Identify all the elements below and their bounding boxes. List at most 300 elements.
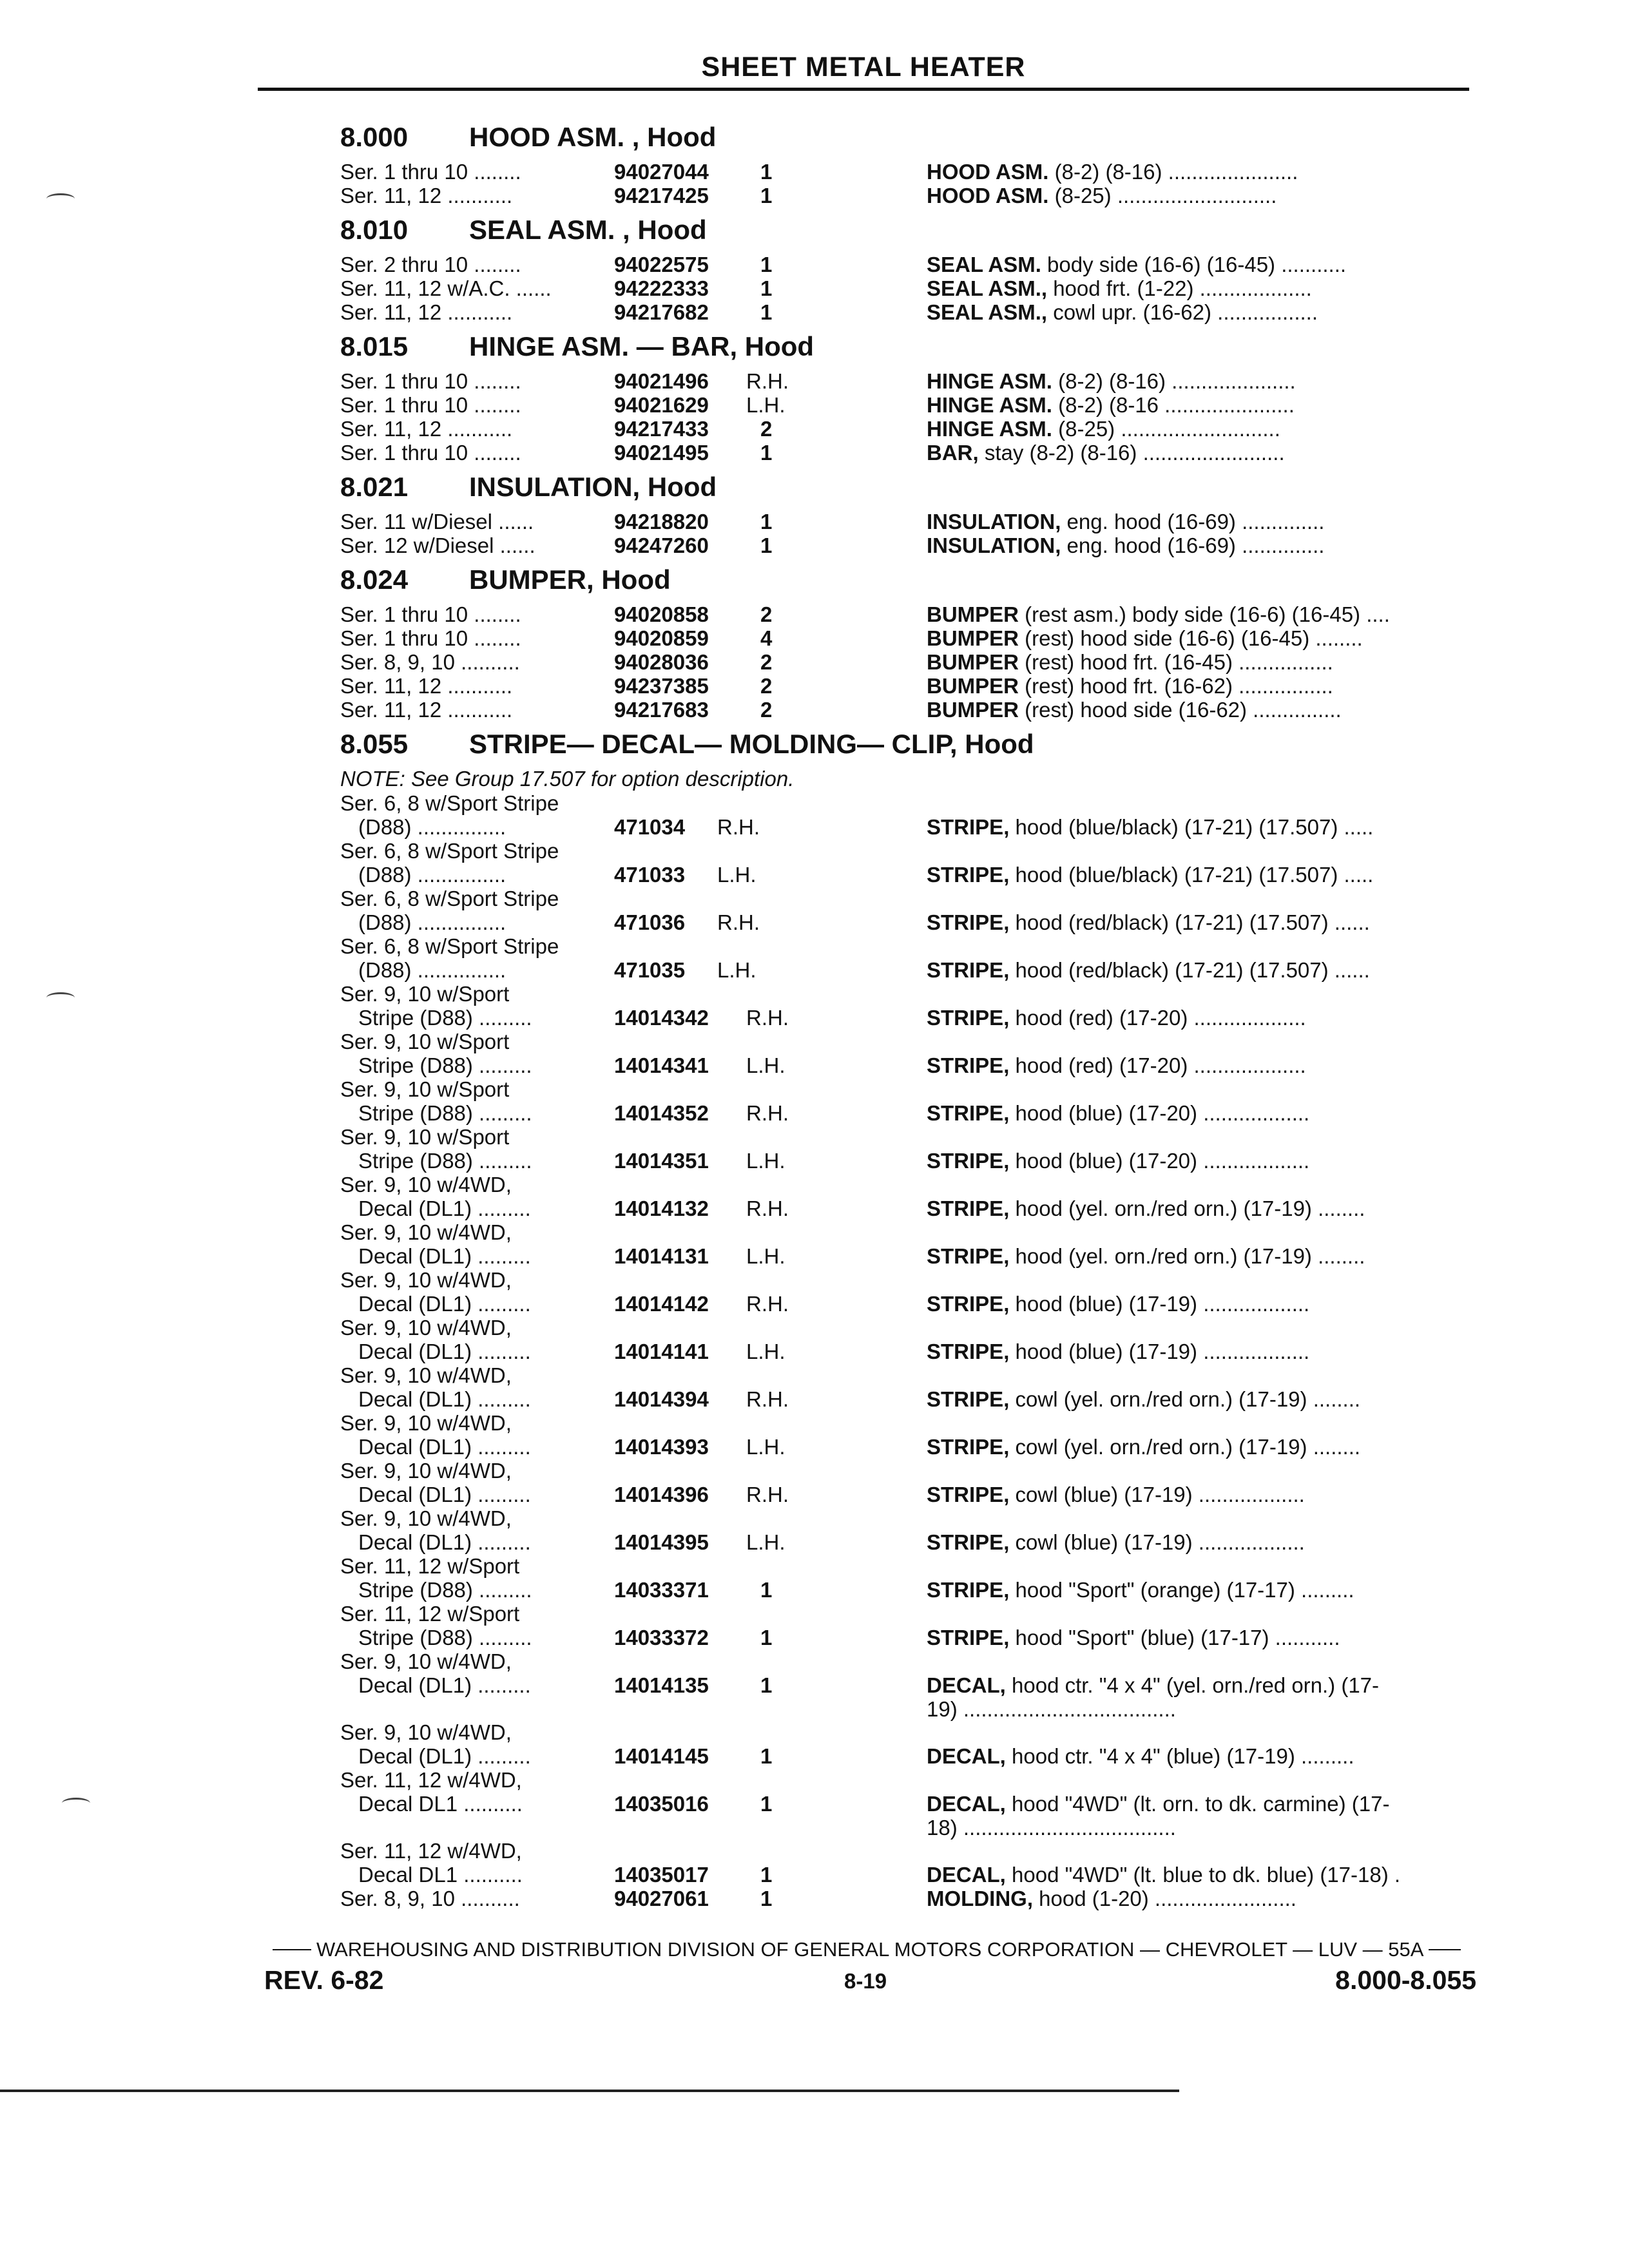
application-text: Ser. 11 w/Diesel ...... [340,510,534,533]
part-row [340,982,1468,1030]
description-line [927,393,1468,417]
application-text: Ser. 9, 10 w/Sport [340,1030,510,1053]
description-line [927,1578,1468,1602]
description-line [927,910,1468,934]
quantity: 1 [760,1626,773,1649]
parts-listing [340,115,1468,1910]
description-detail: (8-2) (8-16) ..................... [1052,369,1296,393]
application-cell [340,510,791,533]
application-text: Ser. 1 thru 10 ........ [340,393,521,417]
description-name: STRIPE, [927,958,1010,982]
section-heading [340,115,1468,160]
description-detail: hood "4WD" (lt. blue to dk. blue) (17-18) . [1005,1863,1401,1887]
part-number: 94020858 [614,602,709,626]
application-continuation: Decal (DL1) ......... [358,1483,531,1506]
application-cell [340,698,791,722]
part-number: 14014393 [614,1435,709,1459]
description-name: STRIPE, [927,1006,1010,1030]
application-cell [340,1887,791,1910]
application-cell [340,533,791,557]
application-cell [340,602,791,626]
description-line [927,815,1468,839]
quantity: 1 [760,160,773,184]
description-detail: cowl upr. (16-62) ................. [1047,300,1318,324]
quantity: R.H. [746,1292,789,1316]
application-continuation: Decal (DL1) ......... [358,1435,531,1459]
description-detail: hood (yel. orn./red orn.) (17-19) ........ [1009,1244,1365,1268]
section-number: 8.010 [340,215,409,245]
part-number: 14014142 [614,1292,709,1316]
quantity: 1 [760,1744,773,1768]
description-name: STRIPE, [927,863,1010,887]
part-number: 14014394 [614,1387,709,1411]
description-line [927,1744,1468,1768]
section-title: SEAL ASM. , Hood [469,215,707,245]
application-text: Ser. 9, 10 w/4WD, [340,1720,512,1744]
description-detail: eng. hood (16-69) .............. [1061,533,1325,557]
description-detail: hood (red) (17-20) ................... [1009,1053,1306,1077]
part-number: 94027061 [614,1887,709,1910]
part-row [340,626,1468,650]
description-cell [927,184,1468,207]
application-continuation: Decal DL1 .......... [358,1863,523,1887]
part-number: 14033371 [614,1578,709,1602]
description-line [927,958,1468,982]
application-cell [340,1649,791,1697]
part-number: 471034 [614,815,686,839]
description-cell [927,417,1468,441]
part-number: 14033372 [614,1626,709,1649]
application-text: Ser. 11, 12 ........... [340,417,513,441]
part-row [340,1768,1468,1839]
application-cell [340,1411,791,1459]
description-name: SEAL ASM., [927,276,1048,300]
part-number: 94020859 [614,626,709,650]
application-cell [340,393,791,417]
description-line [927,1887,1468,1910]
part-row [340,160,1468,184]
part-row [340,1411,1468,1459]
part-number: 14014131 [614,1244,709,1268]
application-continuation: Decal (DL1) ......... [358,1340,531,1363]
description-detail: cowl (yel. orn./red orn.) (17-19) ........ [1009,1387,1361,1411]
part-row [340,934,1468,982]
description-cell [927,393,1468,417]
application-text: Ser. 11, 12 w/A.C. ...... [340,276,552,300]
application-text: Ser. 11, 12 ........... [340,674,513,698]
application-continuation: Stripe (D88) ......... [358,1149,532,1173]
scan-mark [46,193,75,204]
application-text: Ser. 1 thru 10 ........ [340,441,521,465]
part-number: 94218820 [614,510,709,533]
description-detail: (rest) hood side (16-6) (16-45) ........ [1019,626,1363,650]
part-number: 94237385 [614,674,709,698]
section-title: STRIPE— DECAL— MOLDING— CLIP, Hood [469,729,1034,759]
description-detail: (8-25) ........................... [1052,417,1280,441]
application-text: Ser. 9, 10 w/Sport [340,1125,510,1149]
part-row [340,1363,1468,1411]
description-name: STRIPE, [927,910,1010,934]
footer-division-line [267,1938,1472,1961]
application-text: Ser. 9, 10 w/4WD, [340,1220,512,1244]
application-text: Ser. 1 thru 10 ........ [340,369,521,393]
description-cell [927,276,1468,300]
description-detail: hood (blue/black) (17-21) (17.507) ..... [1009,815,1374,839]
description-cell [927,1744,1468,1768]
part-number: 94217425 [614,184,709,207]
application-text: Ser. 6, 8 w/Sport Stripe [340,839,559,863]
application-cell [340,253,791,276]
description-cell [927,1387,1468,1411]
application-cell [340,160,791,184]
application-cell [340,276,791,300]
description-detail: (rest) hood side (16-62) ............... [1019,698,1342,722]
application-cell [340,369,791,393]
description-line [927,1435,1468,1459]
description-name: MOLDING, [927,1887,1033,1910]
description-cell [927,863,1468,887]
quantity: R.H. [717,910,760,934]
description-cell [927,1244,1468,1268]
description-name: STRIPE, [927,1244,1010,1268]
quantity: 2 [760,674,773,698]
description-cell [927,910,1468,934]
description-name: STRIPE, [927,815,1010,839]
part-number: 94021629 [614,393,709,417]
description-detail: body side (16-6) (16-45) ........... [1041,253,1347,276]
description-line [927,300,1468,324]
description-line [927,1673,1468,1697]
section-title: HINGE ASM. — BAR, Hood [469,331,815,361]
application-text: Ser. 9, 10 w/4WD, [340,1459,512,1483]
application-text: Ser. 9, 10 w/4WD, [340,1363,512,1387]
part-number: 14035016 [614,1792,709,1816]
section-title: BUMPER, Hood [469,564,671,595]
application-text: Ser. 11, 12 w/Sport [340,1602,520,1626]
description-detail: hood (red/black) (17-21) (17.507) ...... [1009,958,1370,982]
part-number: 471035 [614,958,686,982]
description-name: DECAL, [927,1792,1006,1816]
part-row [340,1125,1468,1173]
description-name: DECAL, [927,1744,1006,1768]
description-name: HINGE ASM. [927,417,1052,441]
application-cell [340,1720,791,1768]
part-row [340,1030,1468,1077]
application-text: Ser. 9, 10 w/4WD, [340,1649,512,1673]
quantity: 2 [760,417,773,441]
description-detail: (rest asm.) body side (16-6) (16-45) .... [1019,602,1390,626]
description-detail: hood (blue/black) (17-21) (17.507) ..... [1009,863,1374,887]
description-cell [927,160,1468,184]
quantity: 1 [760,184,773,207]
quantity: 2 [760,602,773,626]
description-line [927,1006,1468,1030]
part-number: 94028036 [614,650,709,674]
description-cell [927,1530,1468,1554]
description-cell [927,510,1468,533]
quantity: R.H. [746,1387,789,1411]
application-continuation: Decal (DL1) ......... [358,1244,531,1268]
description-line [927,184,1468,207]
quantity: 2 [760,698,773,722]
description-cell [927,253,1468,276]
application-text: Ser. 8, 9, 10 .......... [340,650,520,674]
description-line [927,1053,1468,1077]
description-name: BUMPER [927,698,1019,722]
description-name: STRIPE, [927,1387,1010,1411]
description-name: STRIPE, [927,1340,1010,1363]
description-cell [927,674,1468,698]
application-continuation: Decal (DL1) ......... [358,1744,531,1768]
section-number: 8.021 [340,472,409,502]
application-text: Ser. 9, 10 w/4WD, [340,1173,512,1196]
part-number: 94222333 [614,276,709,300]
part-row [340,1077,1468,1125]
quantity: R.H. [746,1006,789,1030]
description-detail: (8-25) ........................... [1048,184,1277,207]
application-cell [340,1316,791,1363]
description-name: STRIPE, [927,1435,1010,1459]
description-line [927,441,1468,465]
application-cell [340,1363,791,1411]
part-row [340,1839,1468,1887]
description-cell [927,533,1468,557]
part-number: 14014352 [614,1101,709,1125]
description-detail: hood (blue) (17-19) .................. [1009,1340,1310,1363]
quantity: 1 [760,300,773,324]
description-name: BAR, [927,441,979,465]
description-line [927,1387,1468,1411]
part-number: 94217433 [614,417,709,441]
description-line [927,1196,1468,1220]
application-cell [340,184,791,207]
description-line [927,1244,1468,1268]
description-cell [927,441,1468,465]
section-number: 8.000 [340,122,409,152]
description-cell [927,1792,1468,1840]
description-cell [927,815,1468,839]
application-cell [340,300,791,324]
description-name: DECAL, [927,1673,1006,1697]
quantity: L.H. [746,1530,786,1554]
quantity: R.H. [746,1101,789,1125]
part-row [340,698,1468,722]
description-line [927,276,1468,300]
description-detail: hood (yel. orn./red orn.) (17-19) ........ [1009,1196,1365,1220]
description-line [927,533,1468,557]
description-cell [927,1292,1468,1316]
application-text: Ser. 9, 10 w/4WD, [340,1268,512,1292]
application-cell [340,1459,791,1506]
quantity: L.H. [746,393,786,417]
description-detail: hood (1-20) ........................ [1032,1887,1296,1910]
part-row [340,510,1468,533]
quantity: 1 [760,510,773,533]
description-cell [927,369,1468,393]
part-number: 14014395 [614,1530,709,1554]
section-heading [340,207,1468,253]
description-name: BUMPER [927,650,1019,674]
application-text: Ser. 9, 10 w/Sport [340,1077,510,1101]
application-continuation: Decal (DL1) ......... [358,1387,531,1411]
application-cell [340,1554,791,1602]
application-text: Ser. 11, 12 w/4WD, [340,1839,522,1863]
quantity: 2 [760,650,773,674]
part-row [340,839,1468,887]
description-name: STRIPE, [927,1101,1010,1125]
application-cell [340,1125,791,1173]
part-row [340,650,1468,674]
description-name: STRIPE, [927,1196,1010,1220]
application-continuation: Stripe (D88) ......... [358,1101,532,1125]
description-detail: hood (blue) (17-20) .................. [1009,1101,1310,1125]
description-cell [927,1006,1468,1030]
application-cell [340,1220,791,1268]
quantity: 1 [760,1578,773,1602]
description-line [927,253,1468,276]
part-row [340,369,1468,393]
application-continuation: (D88) ............... [358,910,506,934]
description-cell [927,1053,1468,1077]
description-line [927,1483,1468,1506]
footer-dash [273,1949,311,1950]
description-detail: hood "Sport" (blue) (17-17) ........... [1009,1626,1340,1649]
application-text: Ser. 1 thru 10 ........ [340,626,521,650]
part-number: 94217682 [614,300,709,324]
application-continuation: Decal (DL1) ......... [358,1673,531,1697]
application-continuation: Stripe (D88) ......... [358,1578,532,1602]
description-name: BUMPER [927,674,1019,698]
description-detail: hood (blue) (17-19) .................. [1009,1292,1310,1316]
quantity: 1 [760,276,773,300]
quantity: L.H. [746,1340,786,1363]
part-row [340,184,1468,207]
description-name: HOOD ASM. [927,184,1049,207]
quantity: L.H. [717,863,757,887]
description-name: SEAL ASM. [927,253,1041,276]
section-heading [340,722,1468,767]
part-number: 14014342 [614,1006,709,1030]
description-detail: (rest) hood frt. (16-45) ................ [1019,650,1333,674]
description-line [927,1530,1468,1554]
description-line [927,417,1468,441]
revision-label: REV. 6-82 [264,1965,384,1995]
application-cell [340,982,791,1030]
description-cell [927,1887,1468,1910]
description-cell [927,650,1468,674]
part-row [340,1649,1468,1720]
description-detail: hood (blue) (17-20) .................. [1009,1149,1310,1173]
application-cell [340,1030,791,1077]
description-detail: hood frt. (1-22) ................... [1047,276,1312,300]
application-text: Ser. 11, 12 w/Sport [340,1554,520,1578]
description-line [927,602,1468,626]
description-name: INSULATION, [927,510,1061,533]
application-text: Ser. 6, 8 w/Sport Stripe [340,934,559,958]
quantity: 1 [760,533,773,557]
part-row [340,1220,1468,1268]
application-continuation: Stripe (D88) ......... [358,1626,532,1649]
description-detail: hood ctr. "4 x 4" (blue) (17-19) ......... [1005,1744,1354,1768]
part-row [340,791,1468,839]
description-cell [927,698,1468,722]
part-row [340,1720,1468,1768]
description-detail: cowl (yel. orn./red orn.) (17-19) ........ [1009,1435,1361,1459]
quantity: 1 [760,253,773,276]
application-text: Ser. 6, 8 w/Sport Stripe [340,887,559,910]
part-number: 14035017 [614,1863,709,1887]
part-number: 94247260 [614,533,709,557]
section-title: HOOD ASM. , Hood [469,122,717,152]
application-text: Ser. 9, 10 w/Sport [340,982,510,1006]
description-name: DECAL, [927,1863,1006,1887]
application-continuation: Decal (DL1) ......... [358,1530,531,1554]
section-number: 8.055 [340,729,409,759]
description-cell [927,1435,1468,1459]
application-cell [340,626,791,650]
description-name: STRIPE, [927,1626,1010,1649]
part-number: 471036 [614,910,686,934]
application-continuation: (D88) ............... [358,815,506,839]
application-cell [340,1268,791,1316]
quantity: 1 [760,1863,773,1887]
application-cell [340,1839,791,1887]
description-cell [927,1626,1468,1649]
description-continuation: 19) .................................... [927,1697,1176,1721]
description-name: SEAL ASM., [927,300,1048,324]
description-detail: hood "Sport" (orange) (17-17) ......... [1009,1578,1354,1602]
description-detail: (rest) hood frt. (16-62) ................ [1019,674,1333,698]
part-row [340,1602,1468,1649]
application-continuation: (D88) ............... [358,958,506,982]
section-heading [340,324,1468,369]
footer-dash [1429,1949,1461,1950]
description-line [927,369,1468,393]
quantity: R.H. [746,369,789,393]
description-cell [927,958,1468,982]
description-line [927,863,1468,887]
part-number: 14014132 [614,1196,709,1220]
description-name: STRIPE, [927,1530,1010,1554]
description-name: STRIPE, [927,1149,1010,1173]
part-number: 14014135 [614,1673,709,1697]
application-text: Ser. 11, 12 ........... [340,698,513,722]
part-number: 94021495 [614,441,709,465]
description-line [927,160,1468,184]
quantity: L.H. [746,1053,786,1077]
quantity: 1 [760,1792,773,1816]
part-number: 14014341 [614,1053,709,1077]
bottom-rule [0,2090,1179,2092]
quantity: L.H. [746,1435,786,1459]
quantity: 1 [760,1887,773,1910]
quantity: R.H. [746,1196,789,1220]
part-row [340,393,1468,417]
description-detail: (8-2) (8-16) ...................... [1048,160,1298,184]
application-cell [340,674,791,698]
part-row [340,1459,1468,1506]
description-cell [927,626,1468,650]
application-text: Ser. 1 thru 10 ........ [340,602,521,626]
part-row [340,1268,1468,1316]
description-detail: hood (red/black) (17-21) (17.507) ...... [1009,910,1370,934]
description-name: BUMPER [927,602,1019,626]
description-line [927,1863,1468,1887]
part-row [340,602,1468,626]
application-cell [340,1602,791,1649]
application-text: Ser. 11, 12 ........... [340,300,513,324]
part-number: 14014141 [614,1340,709,1363]
